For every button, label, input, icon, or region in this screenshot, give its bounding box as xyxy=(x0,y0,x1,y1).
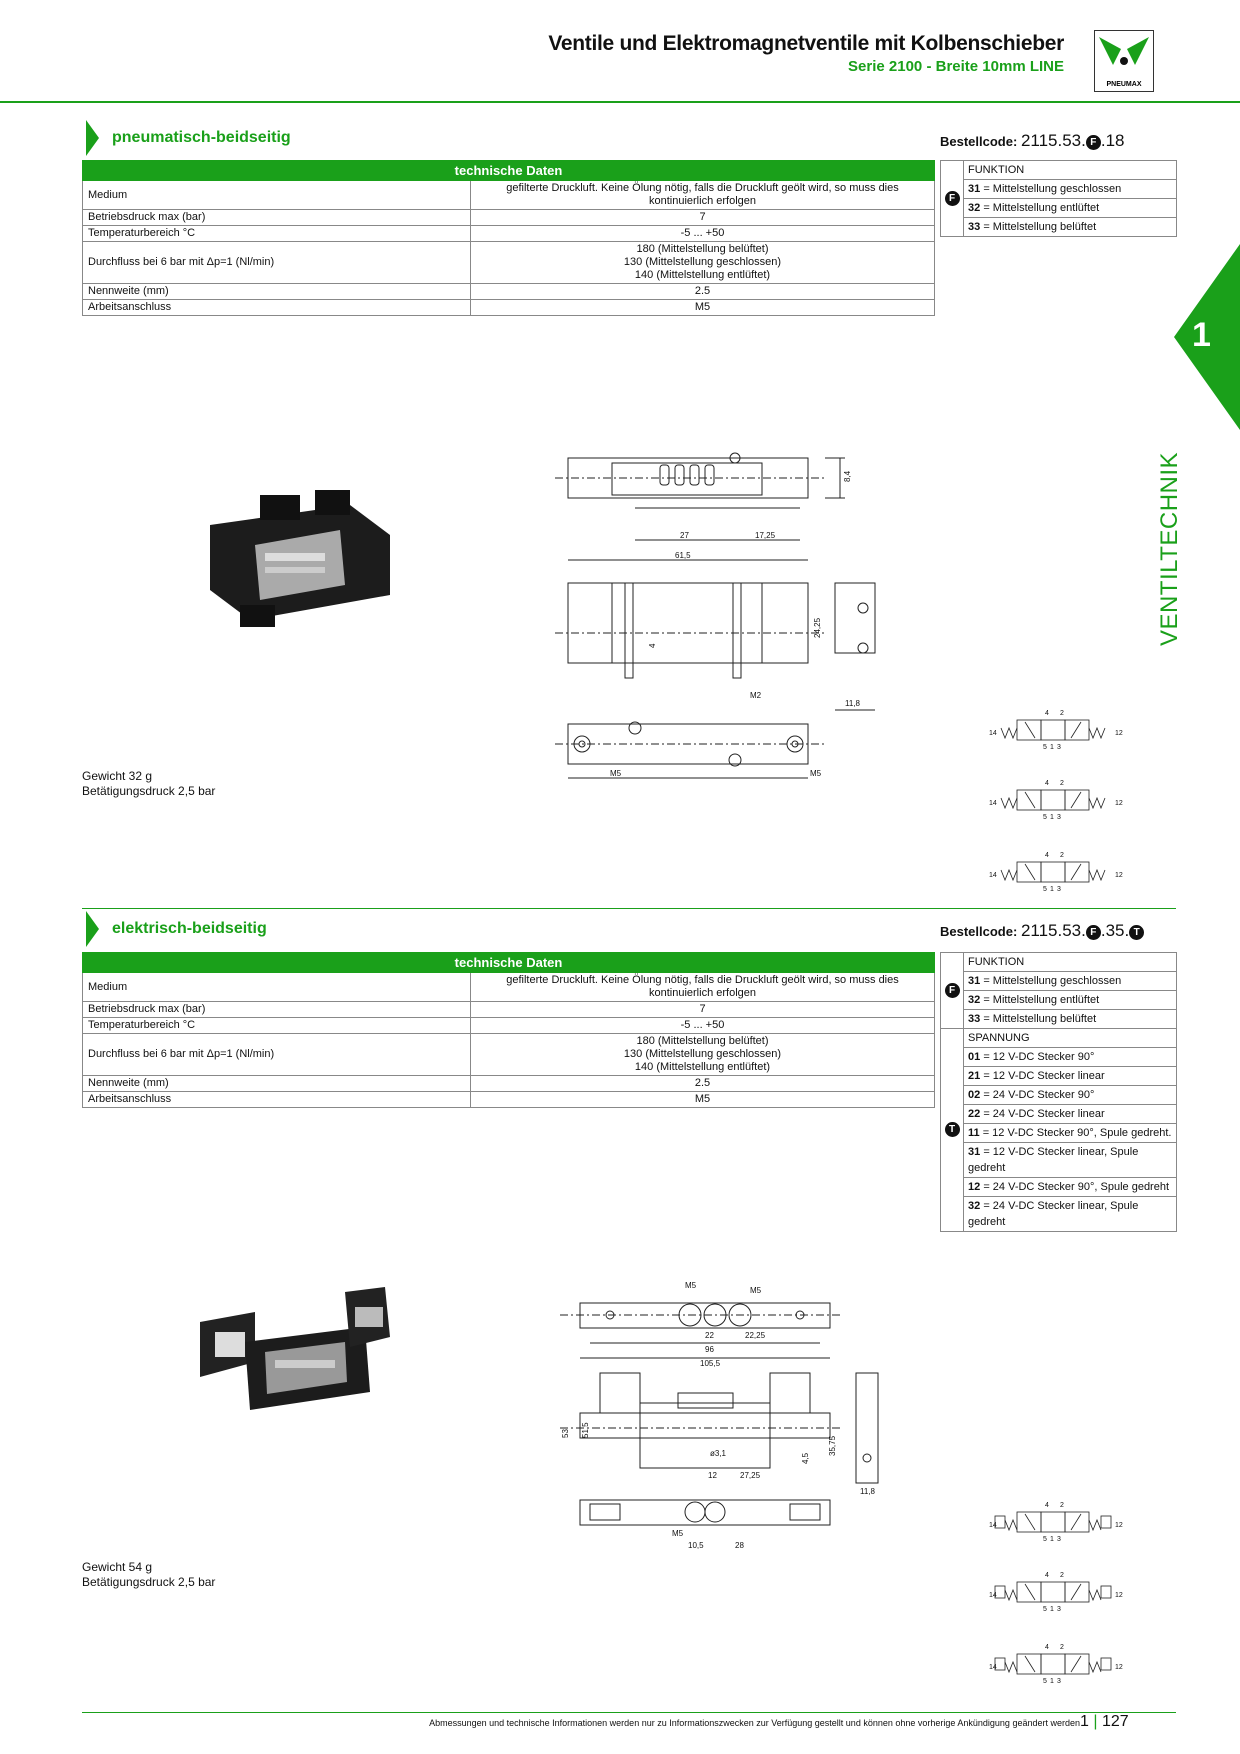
svg-text:M5: M5 xyxy=(810,769,822,778)
list-item: 11 = 12 V-DC Stecker 90°, Spule gedreht. xyxy=(941,1124,1177,1143)
svg-text:3: 3 xyxy=(1057,744,1061,751)
order-code: Bestellcode: 2115.53. F .35. T xyxy=(940,921,1144,941)
svg-text:12: 12 xyxy=(1115,872,1123,879)
table-row: Durchfluss bei 6 bar mit Δp=1 (Nl/min) 180 (Mittelstellung belüftet) 130 (Mittelstellung geschlossen) 140 (Mittelstellung entlüftet) xyxy=(83,242,935,284)
svg-text:M5: M5 xyxy=(610,769,622,778)
svg-text:5: 5 xyxy=(1043,814,1047,821)
svg-text:3: 3 xyxy=(1057,1678,1061,1685)
list-item: 01 = 12 V-DC Stecker 90° xyxy=(941,1048,1177,1067)
svg-text:12: 12 xyxy=(1115,800,1123,807)
svg-text:14: 14 xyxy=(989,1522,997,1529)
svg-text:96: 96 xyxy=(705,1345,714,1354)
list-item: 22 = 24 V-DC Stecker linear xyxy=(941,1105,1177,1124)
table-row: Arbeitsanschluss M5 xyxy=(83,1092,935,1108)
svg-text:28: 28 xyxy=(735,1541,744,1550)
list-item: 02 = 24 V-DC Stecker 90° xyxy=(941,1086,1177,1105)
svg-text:3: 3 xyxy=(1057,886,1061,893)
svg-text:2: 2 xyxy=(1060,1502,1064,1509)
table-row: Medium gefilterte Druckluft. Keine Ölung nötig, falls die Druckluft geölt wird, so muss dies kontinuierlich erfolgen xyxy=(83,181,935,210)
option-circle-t: T xyxy=(945,1122,960,1137)
svg-text:1: 1 xyxy=(1050,1536,1054,1543)
list-item: 31 = Mittelstellung geschlossen xyxy=(941,180,1177,199)
svg-text:4: 4 xyxy=(1045,710,1049,717)
svg-text:1: 1 xyxy=(1050,744,1054,751)
weight-info: Gewicht 54 g Betätigungsdruck 2,5 bar xyxy=(82,1560,216,1589)
svg-text:M5: M5 xyxy=(750,1286,762,1295)
svg-text:4: 4 xyxy=(1045,1502,1049,1509)
technical-drawing xyxy=(555,448,895,788)
svg-text:2: 2 xyxy=(1060,852,1064,859)
order-circle-t: T xyxy=(1129,925,1144,940)
valve-symbols xyxy=(985,708,1125,898)
svg-text:1: 1 xyxy=(1050,814,1054,821)
valve-symbol-33 xyxy=(989,852,1123,893)
valve-symbol-32 xyxy=(989,780,1123,821)
svg-text:12: 12 xyxy=(1115,1664,1123,1671)
function-options-table: F FUNKTION 31 = Mittelstellung geschlossen 32 = Mittelstellung entlüftet 33 = Mittelstellung belüftet T SPANNUNG 01 = 12 V-DC Stecker 90° 21 = 12 V-DC Stecker linear 02 = 24 V-DC Stecker 90° 22 = 24 V-DC Stecker linear 11 = 12 V-DC Stecker 90°, Spule gedreht. 31 = 12 V-DC Stecker linear, Spule gedreht 12 = 24 V-DC Stecker 90°, Spule gedreht 32 = 24 V-DC Stecker linear, Spule gedreht xyxy=(940,952,1177,1232)
tech-data-table xyxy=(82,952,935,1108)
table-row: Temperaturbereich °C -5 ... +50 xyxy=(83,226,935,242)
section-arrow-icon xyxy=(86,120,99,156)
svg-text:4: 4 xyxy=(1045,852,1049,859)
order-circle-f: F xyxy=(1086,135,1101,150)
list-item: 31 = Mittelstellung geschlossen xyxy=(941,972,1177,991)
svg-text:1: 1 xyxy=(1050,1678,1054,1685)
logo-shape-right xyxy=(1127,37,1149,65)
tech-data-header: technische Daten xyxy=(83,953,935,973)
list-item: 33 = Mittelstellung belüftet xyxy=(941,1010,1177,1029)
order-code: Bestellcode: 2115.53. F .18 xyxy=(940,131,1125,150)
table-row: Nennweite (mm) 2.5 xyxy=(83,1076,935,1092)
svg-text:14: 14 xyxy=(989,1592,997,1599)
list-item: 33 = Mittelstellung belüftet xyxy=(941,218,1177,237)
table-row: Medium gefilterte Druckluft. Keine Ölung nötig, falls die Druckluft geölt wird, so muss dies kontinuierlich erfolgen xyxy=(83,973,935,1002)
product-photo xyxy=(200,485,400,635)
list-item: 32 = Mittelstellung entlüftet xyxy=(941,199,1177,218)
table-row: Betriebsdruck max (bar) 7 xyxy=(83,210,935,226)
table-row: Arbeitsanschluss M5 xyxy=(83,300,935,316)
svg-text:12: 12 xyxy=(1115,730,1123,737)
svg-text:2: 2 xyxy=(1060,1572,1064,1579)
svg-text:14: 14 xyxy=(989,730,997,737)
svg-text:4: 4 xyxy=(1045,1644,1049,1651)
svg-text:105,5: 105,5 xyxy=(700,1359,721,1368)
svg-text:1: 1 xyxy=(1050,1606,1054,1613)
product-photo xyxy=(195,1282,405,1422)
svg-text:M2: M2 xyxy=(750,691,762,700)
svg-text:3: 3 xyxy=(1057,1536,1061,1543)
svg-text:14: 14 xyxy=(989,800,997,807)
svg-text:2: 2 xyxy=(1060,1644,1064,1651)
svg-text:27: 27 xyxy=(680,531,689,540)
chapter-tab-label: VENTILTECHNIK xyxy=(1156,451,1183,647)
svg-text:5: 5 xyxy=(1043,1536,1047,1543)
technical-drawing xyxy=(560,1278,900,1558)
weight-info: Gewicht 32 g Betätigungsdruck 2,5 bar xyxy=(82,769,216,798)
svg-text:2: 2 xyxy=(1060,710,1064,717)
list-item: 12 = 24 V-DC Stecker 90°, Spule gedreht xyxy=(941,1178,1177,1197)
table-row: Durchfluss bei 6 bar mit Δp=1 (Nl/min) 180 (Mittelstellung belüftet) 130 (Mittelstellung geschlossen) 140 (Mittelstellung entlüftet) xyxy=(83,1034,935,1076)
table-row: Temperaturbereich °C -5 ... +50 xyxy=(83,1018,935,1034)
svg-text:5: 5 xyxy=(1043,886,1047,893)
order-circle-f: F xyxy=(1086,925,1101,940)
svg-text:8,4: 8,4 xyxy=(843,470,852,482)
option-circle-f: F xyxy=(945,983,960,998)
svg-text:14: 14 xyxy=(989,872,997,879)
svg-text:24,25: 24,25 xyxy=(813,617,822,638)
svg-text:11,8: 11,8 xyxy=(860,1487,875,1496)
svg-text:5: 5 xyxy=(1043,1606,1047,1613)
svg-text:ø3,1: ø3,1 xyxy=(710,1449,727,1458)
page-subtitle: Serie 2100 - Breite 10mm LINE xyxy=(848,58,1064,75)
svg-text:12: 12 xyxy=(1115,1592,1123,1599)
valve-symbol-32 xyxy=(989,1572,1123,1613)
valve-symbols xyxy=(985,1500,1125,1690)
section-divider xyxy=(82,908,1176,909)
table-row: Betriebsdruck max (bar) 7 xyxy=(83,1002,935,1018)
svg-text:35,75: 35,75 xyxy=(828,1435,837,1456)
svg-text:27,25: 27,25 xyxy=(740,1471,761,1480)
function-options-table: F FUNKTION 31 = Mittelstellung geschlossen 32 = Mittelstellung entlüftet 33 = Mittelstellung belüftet xyxy=(940,160,1177,237)
page-number: 1 | 127 xyxy=(1080,1713,1129,1730)
logo-text: PNEUMAX xyxy=(1106,81,1142,88)
svg-text:5: 5 xyxy=(1043,1678,1047,1685)
svg-text:4: 4 xyxy=(1045,780,1049,787)
list-item: 32 = Mittelstellung entlüftet xyxy=(941,991,1177,1010)
svg-text:17,25: 17,25 xyxy=(755,531,776,540)
svg-text:14: 14 xyxy=(989,1664,997,1671)
svg-text:61,5: 61,5 xyxy=(675,551,691,560)
svg-text:11,8: 11,8 xyxy=(845,699,860,708)
list-item: 32 = 24 V-DC Stecker linear, Spule gedreht xyxy=(941,1197,1177,1232)
svg-text:3: 3 xyxy=(1057,814,1061,821)
tech-data-table xyxy=(82,160,935,316)
svg-text:3: 3 xyxy=(1057,1606,1061,1613)
page-title: Ventile und Elektromagnetventile mit Kolbenschieber xyxy=(548,32,1064,55)
svg-text:1: 1 xyxy=(1050,886,1054,893)
list-item: 21 = 12 V-DC Stecker linear xyxy=(941,1067,1177,1086)
logo-shape-left xyxy=(1099,37,1121,65)
svg-text:12: 12 xyxy=(708,1471,717,1480)
tech-data-header: technische Daten xyxy=(83,161,935,181)
svg-text:10,5: 10,5 xyxy=(688,1541,704,1550)
option-circle-f: F xyxy=(945,191,960,206)
svg-text:22: 22 xyxy=(705,1331,714,1340)
valve-symbol-31 xyxy=(989,1502,1123,1543)
svg-text:4,5: 4,5 xyxy=(801,1452,810,1464)
svg-text:4: 4 xyxy=(1045,1572,1049,1579)
pneumax-logo xyxy=(1094,30,1154,92)
svg-text:2: 2 xyxy=(1060,780,1064,787)
footer-note: Abmessungen und technische Informationen werden nur zu Informationszwecken zur Verfügung gestellt und können ohne vorherige Ankündigung geändert werden xyxy=(429,1718,1080,1728)
svg-text:12: 12 xyxy=(1115,1522,1123,1529)
svg-text:22,25: 22,25 xyxy=(745,1331,766,1340)
svg-text:53: 53 xyxy=(561,1429,570,1438)
table-row: Nennweite (mm) 2.5 xyxy=(83,284,935,300)
svg-text:M5: M5 xyxy=(685,1281,697,1290)
valve-symbol-31 xyxy=(989,710,1123,751)
chapter-tab-number: 1 xyxy=(1192,316,1211,354)
svg-text:5: 5 xyxy=(1043,744,1047,751)
svg-text:51,5: 51,5 xyxy=(581,1422,590,1438)
svg-text:4: 4 xyxy=(648,643,657,648)
section-title: pneumatisch-beidseitig xyxy=(112,129,291,146)
svg-text:M5: M5 xyxy=(672,1529,684,1538)
list-item: 31 = 12 V-DC Stecker linear, Spule gedreht xyxy=(941,1143,1177,1178)
section-arrow-icon xyxy=(86,911,99,947)
section-title: elektrisch-beidseitig xyxy=(112,920,267,937)
footer-divider xyxy=(82,1712,1176,1713)
header-divider xyxy=(0,101,1240,103)
valve-symbol-33 xyxy=(989,1644,1123,1685)
